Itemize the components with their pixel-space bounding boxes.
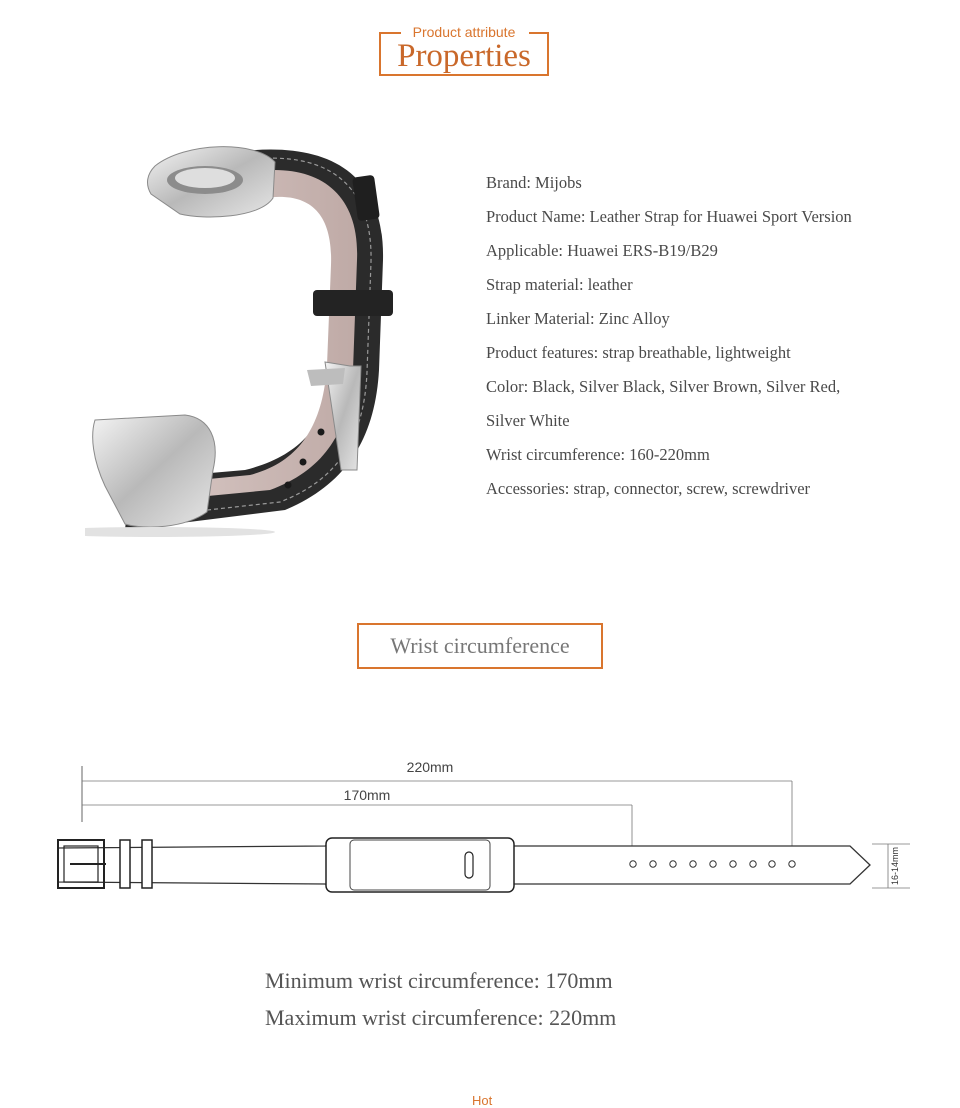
attribute-line: Brand: Mijobs bbox=[486, 173, 582, 192]
properties-header bbox=[379, 24, 549, 76]
dim-220-label: 220mm bbox=[406, 760, 454, 775]
dim-170-label: 170mm bbox=[343, 787, 391, 803]
attribute-list bbox=[486, 171, 926, 511]
attribute-line: Applicable: Huawei ERS-B19/B29 bbox=[486, 241, 718, 260]
properties-subtitle: Product attribute bbox=[412, 24, 516, 40]
max-wrist-text: Maximum wrist circumference: 220mm bbox=[265, 1005, 617, 1030]
band-dimension-diagram bbox=[50, 760, 920, 900]
product-image bbox=[85, 140, 405, 540]
next-section-label: Hot bbox=[472, 1093, 493, 1108]
attribute-line: Silver White bbox=[486, 411, 570, 430]
properties-title: Properties bbox=[397, 38, 531, 74]
min-wrist-text: Minimum wrist circumference: 170mm bbox=[265, 968, 613, 993]
attribute-line: Linker Material: Zinc Alloy bbox=[486, 309, 670, 328]
strap-width-label: 16-14mm bbox=[890, 846, 900, 886]
attribute-line: Color: Black, Silver Black, Silver Brown, Silver Red, bbox=[486, 377, 841, 396]
attribute-line: Accessories: strap, connector, screw, screwdriver bbox=[486, 479, 811, 498]
wrist-range-text bbox=[265, 967, 616, 1041]
attribute-line: Strap material: leather bbox=[486, 275, 633, 294]
wrist-circumference-header: Wrist circumference bbox=[357, 623, 603, 669]
attribute-line: Product features: strap breathable, lightweight bbox=[486, 343, 791, 362]
attribute-line: Product Name: Leather Strap for Huawei Sport Version bbox=[486, 207, 852, 226]
attribute-line: Wrist circumference: 160-220mm bbox=[486, 445, 710, 464]
